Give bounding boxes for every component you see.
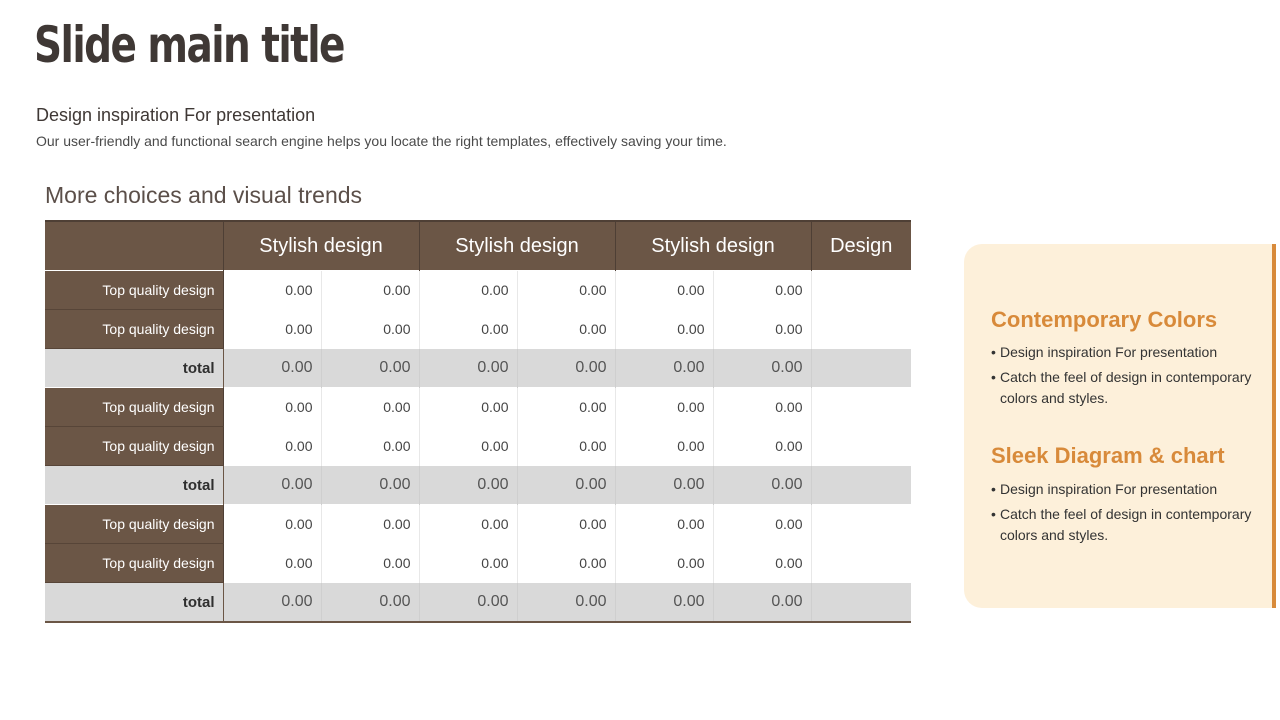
table-cell: 0.00 (321, 544, 419, 583)
total-cell: 0.00 (713, 349, 811, 388)
table-cell: 0.00 (223, 271, 321, 310)
table-row (45, 505, 911, 544)
row-label: Top quality design (45, 388, 223, 427)
table-cell: 0.00 (615, 544, 713, 583)
table-cell: 0.00 (517, 544, 615, 583)
table-cell: 0.00 (223, 388, 321, 427)
bullet-text: Design inspiration For presentation (1000, 344, 1218, 360)
table-cell: 0.00 (223, 427, 321, 466)
table-heading: More choices and visual trends (45, 182, 363, 208)
total-row (45, 466, 911, 505)
table-cell: 0.00 (419, 271, 517, 310)
panel-bullet-item (991, 504, 1261, 546)
table-cell: 0.00 (321, 505, 419, 544)
total-cell: 0.00 (321, 583, 419, 623)
header-cell-corner (45, 221, 223, 271)
table-row (45, 427, 911, 466)
header-cell: Design (811, 221, 911, 271)
table-cell: 0.00 (713, 505, 811, 544)
total-cell: 0.00 (517, 349, 615, 388)
table-cell: 0.00 (419, 427, 517, 466)
total-cell: 0.00 (223, 583, 321, 623)
table-cell: 0.00 (615, 427, 713, 466)
total-row (45, 349, 911, 388)
bullet-icon: • (991, 344, 996, 360)
side-panel (964, 244, 1276, 608)
total-cell: 0.00 (321, 349, 419, 388)
total-cell-empty (811, 583, 911, 623)
panel-bullet-item (991, 479, 1261, 500)
table-cell: 0.00 (713, 310, 811, 349)
table-cell: 0.00 (615, 388, 713, 427)
bullet-icon: • (991, 369, 996, 385)
data-table (45, 220, 911, 623)
table-cell-empty (811, 388, 911, 427)
table-cell: 0.00 (223, 310, 321, 349)
table-cell: 0.00 (321, 388, 419, 427)
table-cell: 0.00 (615, 505, 713, 544)
table-cell-empty (811, 427, 911, 466)
total-cell: 0.00 (223, 349, 321, 388)
total-cell: 0.00 (615, 349, 713, 388)
table-cell: 0.00 (713, 388, 811, 427)
total-cell: 0.00 (615, 466, 713, 505)
table-cell-empty (811, 505, 911, 544)
table-cell: 0.00 (419, 544, 517, 583)
table-cell: 0.00 (223, 505, 321, 544)
bullet-text: Catch the feel of design in contemporary colors and styles. (1000, 369, 1252, 406)
total-cell-empty (811, 349, 911, 388)
row-label: Top quality design (45, 544, 223, 583)
table-header-row (45, 221, 911, 271)
total-cell-empty (811, 466, 911, 505)
total-cell: 0.00 (615, 583, 713, 623)
total-cell: 0.00 (713, 583, 811, 623)
table-cell: 0.00 (517, 427, 615, 466)
total-cell: 0.00 (517, 583, 615, 623)
bullet-icon: • (991, 506, 996, 522)
total-cell: 0.00 (517, 466, 615, 505)
panel-bullet-item (991, 367, 1261, 409)
row-label: Top quality design (45, 271, 223, 310)
total-cell: 0.00 (419, 583, 517, 623)
total-label: total (45, 583, 223, 623)
table-row (45, 388, 911, 427)
table-cell: 0.00 (517, 271, 615, 310)
total-cell: 0.00 (419, 466, 517, 505)
header-cell: Stylish design (615, 221, 811, 271)
table-cell: 0.00 (321, 310, 419, 349)
table-cell-empty (811, 271, 911, 310)
table-cell: 0.00 (713, 271, 811, 310)
total-cell: 0.00 (419, 349, 517, 388)
header-cell: Stylish design (419, 221, 615, 271)
table-cell-empty (811, 310, 911, 349)
table-cell-empty (811, 544, 911, 583)
slide-subtitle: Design inspiration For presentation (36, 105, 316, 125)
table-cell: 0.00 (517, 505, 615, 544)
table-cell: 0.00 (223, 544, 321, 583)
slide-title: Slide main title (34, 16, 344, 74)
row-label: Top quality design (45, 427, 223, 466)
total-label: total (45, 466, 223, 505)
panel-bullet-list (991, 342, 1261, 413)
table-cell: 0.00 (615, 271, 713, 310)
panel-heading-contemporary-colors: Contemporary Colors (991, 307, 1218, 332)
table-row (45, 271, 911, 310)
bullet-text: Design inspiration For presentation (1000, 481, 1218, 497)
row-label: Top quality design (45, 310, 223, 349)
panel-bullet-list (991, 479, 1261, 550)
panel-bullet-item (991, 342, 1261, 363)
header-cell: Stylish design (223, 221, 419, 271)
table-cell: 0.00 (321, 271, 419, 310)
bullet-text: Catch the feel of design in contemporary colors and styles. (1000, 506, 1252, 543)
bullet-icon: • (991, 481, 996, 497)
table-cell: 0.00 (517, 310, 615, 349)
table-row (45, 310, 911, 349)
table-cell: 0.00 (321, 427, 419, 466)
table-cell: 0.00 (419, 388, 517, 427)
table-cell: 0.00 (615, 310, 713, 349)
table-cell: 0.00 (713, 544, 811, 583)
total-label: total (45, 349, 223, 388)
total-row (45, 583, 911, 623)
slide-description: Our user-friendly and functional search engine helps you locate the right templates, effectively saving your time. (36, 133, 727, 149)
table-cell: 0.00 (517, 388, 615, 427)
total-cell: 0.00 (321, 466, 419, 505)
table-cell: 0.00 (419, 505, 517, 544)
total-cell: 0.00 (713, 466, 811, 505)
table-cell: 0.00 (419, 310, 517, 349)
table-cell: 0.00 (713, 427, 811, 466)
table-row (45, 544, 911, 583)
total-cell: 0.00 (223, 466, 321, 505)
row-label: Top quality design (45, 505, 223, 544)
panel-heading-sleek-diagram: Sleek Diagram & chart (991, 443, 1225, 468)
